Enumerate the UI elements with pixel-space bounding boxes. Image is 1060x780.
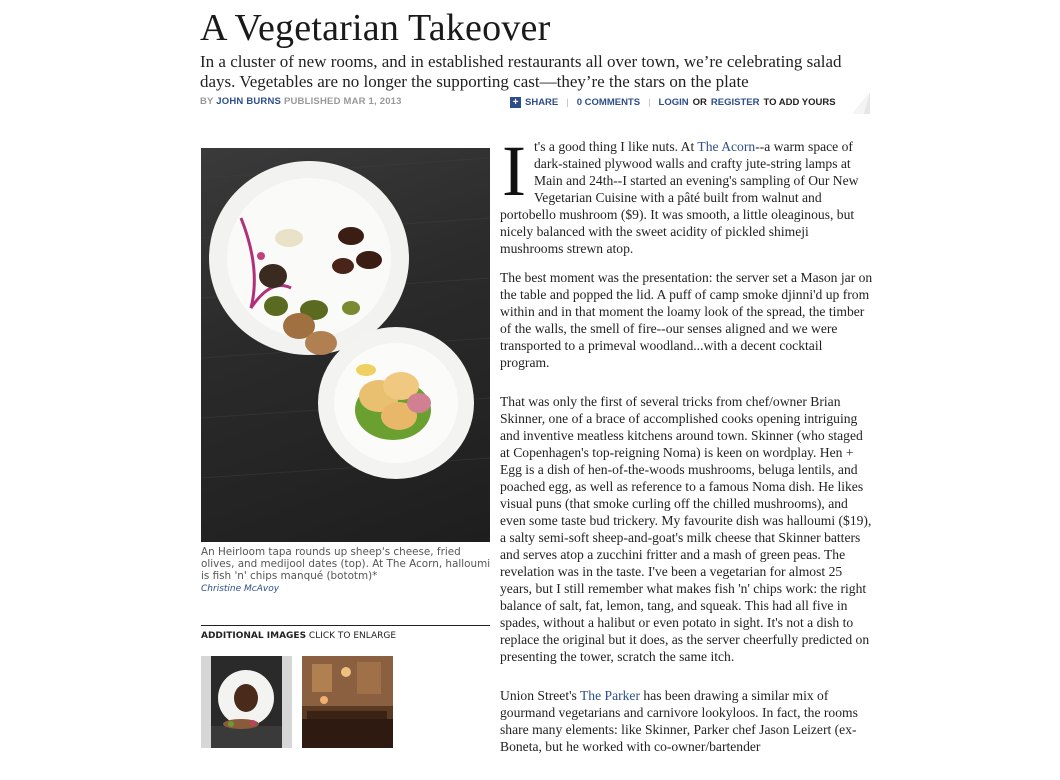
- paragraph-4-text-cont: has been drawing a similar mix of gourmand vegetarians and carnivore lookyloos. In fact, the rooms share many elements: like Skinner, Parker chef Jason Leizert (ex-Boneta, but he worked with co-owner/bartender: [500, 688, 858, 754]
- action-divider: |: [648, 96, 651, 108]
- article-body: [500, 131, 875, 767]
- or-text: OR: [692, 96, 707, 108]
- additional-images-label: [201, 631, 396, 641]
- paragraph-4-text: Union Street's: [500, 688, 580, 703]
- add-yours-text: TO ADD YOURS: [763, 96, 836, 108]
- login-link[interactable]: LOGIN: [658, 96, 689, 108]
- publish-date: PUBLISHED MAR 1, 2013: [283, 96, 402, 107]
- additional-images-heading: ADDITIONAL IMAGES: [201, 631, 307, 641]
- paragraph-4: [500, 687, 875, 755]
- share-icon[interactable]: +: [510, 97, 521, 108]
- main-photo[interactable]: [201, 148, 490, 542]
- thumbnail-dining-room[interactable]: [302, 656, 393, 748]
- additional-images-divider: [201, 625, 490, 626]
- action-divider: |: [566, 96, 569, 108]
- comments-link[interactable]: 0 COMMENTS: [576, 96, 641, 108]
- register-link[interactable]: REGISTER: [710, 96, 760, 108]
- article-actions: [510, 92, 870, 112]
- byline: [200, 96, 402, 107]
- click-to-enlarge-hint: CLICK TO ENLARGE: [308, 631, 397, 641]
- article-headline: A Vegetarian Takeover: [200, 7, 551, 49]
- thumbnail-dining-room-image: [302, 656, 393, 748]
- paragraph-1-text: t's a good thing I like nuts. At: [533, 139, 698, 154]
- paragraph-2: The best moment was the presentation: the server set a Mason jar on the table and popped the lid. A puff of camp smoke djinni'd up from within and in that moment the loamy look of the spread, the timber of the walls, the smell of fire--our senses aligned and we were transported to a primeval woodland...with a decent cocktail program.: [500, 270, 873, 370]
- thumbnail-plate-image: [201, 656, 292, 748]
- paragraph-1-text-cont: --a warm space of dark-stained plywood walls and crafty jute-string lamps at Main and 24th--I started an evening's sampling of Our New Vegetarian Cuisine with a pâté built from walnut and portobello mushroom ($9). It was smooth, a little oleaginous, but nicely balanced with the sweet acidity of pickled shimeji mushrooms strewn atop.: [500, 139, 859, 256]
- photo-caption: An Heirloom tapa rounds up sheep's cheese, fried olives, and medijool dates (top). At The Acorn, halloumi is fish 'n' chips manqué (bototm)*: [201, 546, 491, 582]
- share-link[interactable]: SHARE: [525, 96, 559, 108]
- paragraph-3: That was only the first of several tricks from chef/owner Brian Skinner, one of a brace of accomplished cooks opening intriguing and inventive meatless kitchens around town. Skinner (who staged at Copenhagen's top-reigning Noma) is keen on wordplay. Hen + Egg is a dish of hen-of-the-woods mushrooms, beluga lentils, and poached egg, as well as reference to a famous Noma dish. He likes visual puns (that smoke curling off the chilled mushrooms), and even some taste bud trickery. My favourite dish was halloumi ($19), a salty semi-soft sheep-and-goat's milk cheese that Skinner batters and serves atop a zucchini fritter and a mash of green peas. The revelation was in the taste. I've been a vegetarian for almost 25 years, but I still remember what makes fish 'n' chips work: the right balance of salt, fat, lemon, tang, and squeak. This had all five in spades, without a halibut or even potato in sight. It's not a dish to replace the original but it does, as the server cheerfully predicted on presenting the tower, scratch the same itch.: [500, 394, 872, 664]
- food-plates-image: [201, 148, 490, 542]
- drop-cap: I: [502, 131, 526, 211]
- paragraph-1: [500, 131, 875, 257]
- article-dek: In a cluster of new rooms, and in established restaurants all over town, we’re celebrating salad days. Vegetables are no longer the supporting cast—they’re the stars on the plate: [200, 52, 842, 91]
- photo-credit[interactable]: Christine McAvoy: [201, 584, 280, 594]
- the-parker-link[interactable]: The Parker: [579, 688, 640, 703]
- the-acorn-link[interactable]: The Acorn: [697, 139, 756, 154]
- author-link[interactable]: JOHN BURNS: [216, 96, 282, 107]
- thumbnail-plate[interactable]: [201, 656, 292, 748]
- page-curl-icon: [852, 92, 870, 114]
- byline-by: BY: [200, 96, 214, 107]
